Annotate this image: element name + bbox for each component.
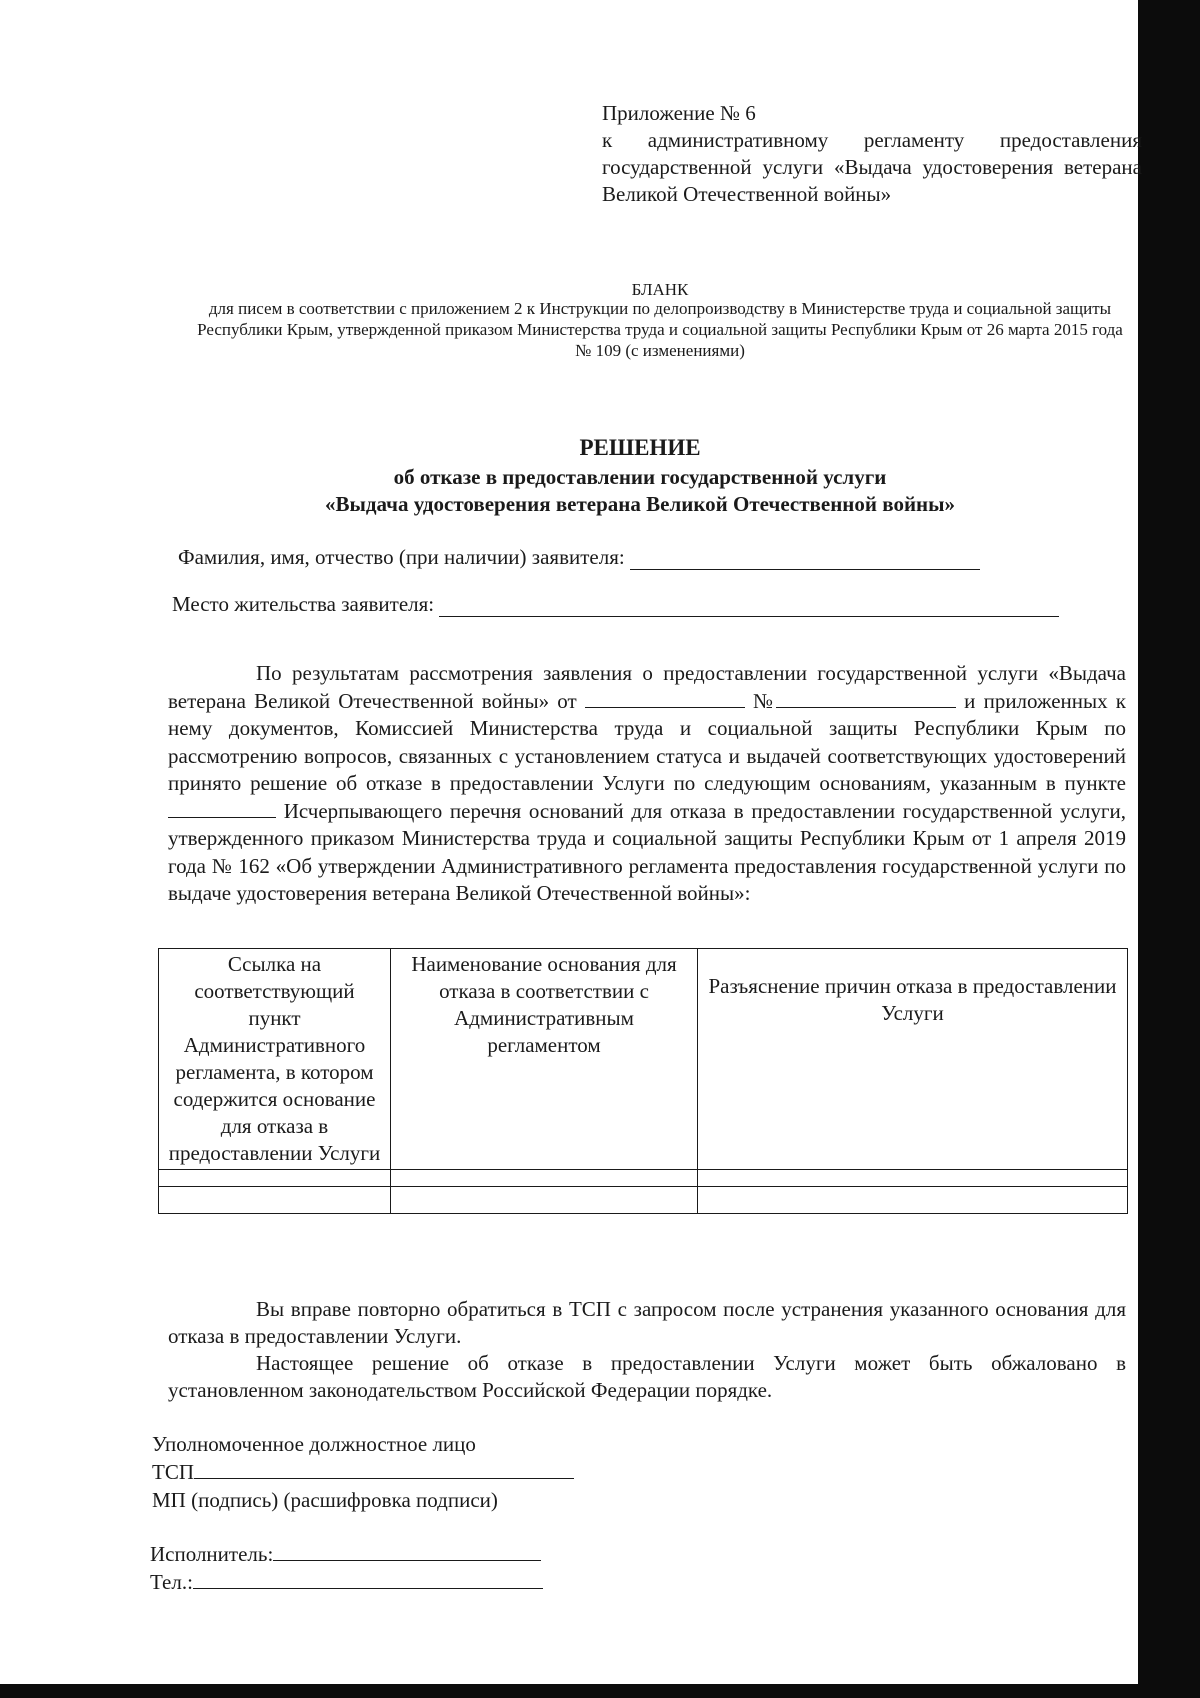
table-cell[interactable] — [159, 1187, 391, 1214]
reapply-paragraph: Вы вправе повторно обратиться в ТСП с запросом после устранения указанного основания для отказа в предоставлении Услуги. — [168, 1297, 1126, 1348]
table-cell[interactable] — [698, 1187, 1128, 1214]
body-part-1: По результатам рассмотрения заявления о предоставлении государственной услуги «Выдача ветерана Великой Отечественной войны» от — [168, 661, 1126, 713]
signature-blank[interactable] — [194, 1458, 574, 1479]
applicant-name-label: Фамилия, имя, отчество (при наличии) заявителя: — [178, 545, 625, 569]
body-paragraph — [168, 660, 1126, 908]
executor-blank[interactable] — [273, 1540, 541, 1561]
applicant-name-field — [178, 545, 980, 570]
closing-text — [168, 1296, 1126, 1404]
application-number-blank[interactable] — [776, 689, 956, 708]
body-part-2: и приложенных к нему документов, Комиссией Министерства труда и социальной защиты Республики Крым по рассмотрению вопросов, связанных с установлением статуса и выдачей соответствующих удостоверений принято решение об отказе в предоставлении Услуги по следующим основаниям, указанным в пункте — [168, 688, 1127, 795]
decision-subtitle-1: об отказе в предоставлении государственной услуги — [393, 465, 887, 489]
executor-row — [150, 1540, 670, 1568]
table-row — [159, 1170, 1128, 1187]
decision-heading — [200, 432, 1080, 518]
blank-title: БЛАНК — [631, 280, 689, 299]
refusal-reasons-table — [158, 948, 1128, 1214]
official-label: Уполномоченное должностное лицо — [152, 1432, 476, 1456]
table-cell[interactable] — [698, 1170, 1128, 1187]
decision-subtitle-2: «Выдача удостоверения ветерана Великой Отечественной войны» — [324, 492, 956, 516]
executor-block — [150, 1540, 670, 1596]
appendix-block — [602, 100, 1142, 208]
residence-blank[interactable] — [439, 594, 1059, 617]
application-date-blank[interactable] — [585, 689, 745, 708]
residence-label: Место жительства заявителя: — [172, 592, 435, 616]
appeal-paragraph: Настоящее решение об отказе в предоставлении Услуги может быть обжаловано в установленном законодательством Российской Федерации порядке. — [168, 1351, 1126, 1402]
table-cell[interactable] — [391, 1187, 698, 1214]
blank-description: для писем в соответствии с приложением 2 к Инструкции по делопроизводству в Министерстве труда и социальной защиты Республики Крым, утвержденной приказом Министерства труда и социальной защиты Республики Крым от 26 марта 2015 года № 109 (с изменениями) — [197, 299, 1123, 360]
table-cell[interactable] — [159, 1170, 391, 1187]
tsp-label: ТСП — [152, 1460, 194, 1484]
header-refusal-explanation: Разъяснение причин отказа в предоставлении Услуги — [698, 949, 1128, 1170]
header-refusal-ground: Наименование основания для отказа в соответствии с Административным регламентом — [391, 949, 698, 1170]
table-cell[interactable] — [391, 1170, 698, 1187]
phone-label: Тел.: — [150, 1570, 193, 1594]
decision-title: РЕШЕНИЕ — [579, 435, 701, 460]
signature-block — [152, 1430, 672, 1514]
number-sign: № — [753, 688, 776, 713]
table-header-row — [159, 949, 1128, 1170]
applicant-name-blank[interactable] — [630, 547, 980, 570]
residence-field — [172, 592, 1059, 617]
header-regulation-reference: Ссылка на соответствующий пункт Административного регламента, в котором содержится основание для отказа в предоставлении Услуги — [159, 949, 391, 1170]
appendix-reference: к административному регламенту предоставления государственной услуги «Выдача удостоверения ветерана Великой Отечественной войны» — [602, 128, 1142, 206]
phone-row — [150, 1568, 670, 1596]
scan-edge-right — [1138, 0, 1200, 1698]
appendix-number: Приложение № 6 — [602, 101, 756, 125]
executor-label: Исполнитель: — [150, 1542, 274, 1566]
table-row — [159, 1187, 1128, 1214]
scan-edge-bottom — [0, 1684, 1200, 1698]
clause-number-blank[interactable] — [168, 799, 276, 818]
decision-body — [168, 660, 1126, 908]
tsp-row — [152, 1458, 672, 1486]
phone-blank[interactable] — [193, 1568, 543, 1589]
stamp-caption: МП (подпись) (расшифровка подписи) — [152, 1488, 498, 1512]
body-part-3: Исчерпывающего перечня оснований для отказа в предоставлении государственной услуги, утвержденного приказом Министерства труда и социальной защиты Республики Крым от 1 апреля 2019 года № 162 «Об утверждении Административного регламента предоставления государственной услуги по выдаче удостоверения ветерана Великой Отечественной войны»: — [168, 798, 1126, 905]
